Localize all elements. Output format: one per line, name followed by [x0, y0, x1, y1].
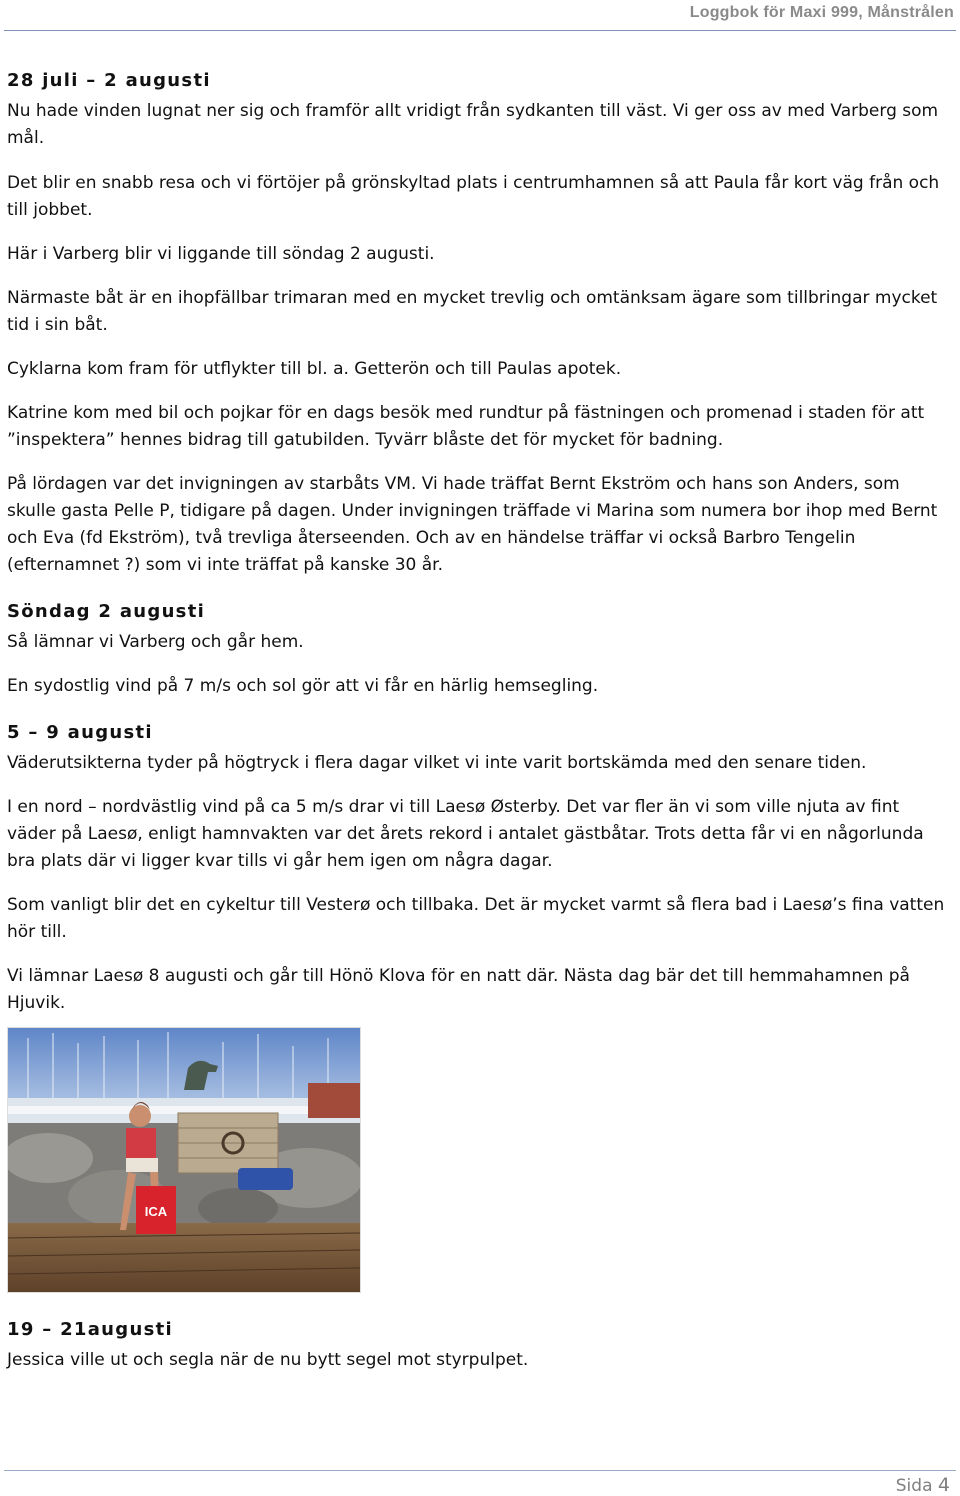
section-heading: 28 juli – 2 augusti: [7, 70, 211, 91]
paragraph: På lördagen var det invigningen av starbåts VM. Vi hade träffat Bernt Ekström och hans son Anders, som skulle gasta Pelle P, tidigare på dagen. Under invigningen träffade vi Marina som numera bor ihop med Bernt och Eva (fd Ekström), två trevliga återseenden. Och av en händelse träffar vi också Barbro Tengelin (efternamnet ?) som vi inte träffat på kanske 30 år.: [7, 474, 938, 575]
harbor-photo: [7, 1027, 361, 1293]
paragraph: Här i Varberg blir vi liggande till söndag 2 augusti.: [7, 244, 435, 264]
paragraph: Väderutsikterna tyder på högtryck i flera dagar vilket vi inte varit bortskämda med den senare tiden.: [7, 753, 867, 773]
paragraph: Som vanligt blir det en cykeltur till Vesterø och tillbaka. Det är mycket varmt så flera bad i Laesø’s fina vatten hör till.: [7, 895, 945, 942]
running-header: Loggbok för Maxi 999, Månstrålen: [689, 4, 954, 21]
paragraph: En sydostlig vind på 7 m/s och sol gör att vi får en härlig hemsegling.: [7, 676, 599, 696]
paragraph: Det blir en snabb resa och vi förtöjer på grönskyltad plats i centrumhamnen så att Paula får kort väg från och till jobbet.: [7, 173, 940, 220]
ica-bag-label: ICA: [144, 1204, 168, 1219]
page-footer: [896, 1474, 950, 1496]
header-divider: [4, 30, 956, 31]
section-heading: 19 – 21augusti: [7, 1319, 173, 1340]
section-heading: Söndag 2 augusti: [7, 601, 206, 622]
paragraph: Cyklarna kom fram för utflykter till bl. a. Getterön och till Paulas apotek.: [7, 359, 622, 379]
paragraph: Katrine kom med bil och pojkar för en dags besök med rundtur på fästningen och promenad i staden för att ”inspektera” hennes bidrag till gatubilden. Tyvärr blåste det för mycket för badning.: [7, 403, 925, 450]
section-heading: 5 – 9 augusti: [7, 722, 153, 743]
paragraph: Nu hade vinden lugnat ner sig och framför allt vridigt från sydkanten till väst. Vi ger oss av med Varberg som mål.: [7, 101, 939, 148]
document-body: [7, 70, 953, 1391]
paragraph: Så lämnar vi Varberg och går hem.: [7, 632, 304, 652]
paragraph: Jessica ville ut och segla när de nu bytt segel mot styrpulpet.: [7, 1350, 529, 1370]
footer-divider: [4, 1470, 956, 1471]
harbor-photo-image: [8, 1028, 360, 1292]
paragraph: Vi lämnar Laesø 8 augusti och går till Hönö Klova för en natt där. Nästa dag bär det till hemmahamnen på Hjuvik.: [7, 966, 910, 1013]
page-number: 4: [937, 1474, 950, 1496]
page-label: Sida: [895, 1476, 933, 1496]
paragraph: I en nord – nordvästlig vind på ca 5 m/s drar vi till Laesø Østerby. Det var fler än vi som ville njuta av fint väder på Laesø, enligt hamnvakten var det årets rekord i antalet gästbåtar. Trots detta får vi en någorlunda bra plats där vi ligger kvar tills vi går hem igen om några dagar.: [7, 797, 924, 871]
paragraph: Närmaste båt är en ihopfällbar trimaran med en mycket trevlig och omtänksam ägare som tillbringar mycket tid i sin båt.: [7, 288, 938, 335]
